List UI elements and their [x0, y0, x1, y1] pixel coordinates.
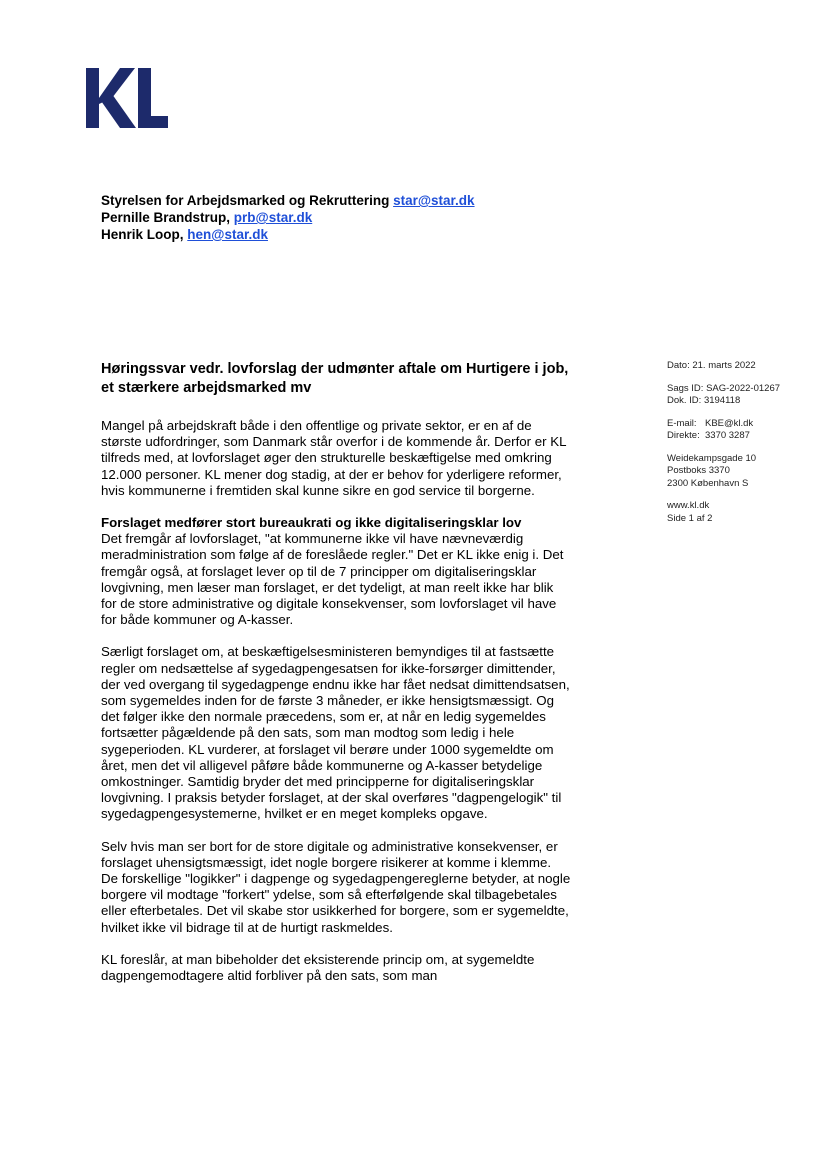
recipient-name: Styrelsen for Arbejdsmarked og Rekruttering — [101, 193, 390, 208]
body-paragraph: Det fremgår af lovforslaget, "at kommunerne ikke vil have nævneværdig meradministration som følge af de foreslåede regler." Det er KL ikke enig i. Det fremgår også, at forslaget lever op til de 7 principper om digitaliseringsklar lovgivning, men læser man forslaget, er det tydeligt, at man reelt ikke har blik for de store administrative og digitale konsekvenser, som lovforslaget vil have for både kommuner og A-kasser. — [101, 531, 564, 628]
recipient-email-link[interactable]: prb@star.dk — [233, 210, 313, 225]
body-paragraph: Selv hvis man ser bort for de store digitale og administrative konsekvenser, er forslaget uhensigtsmæssigt, idet nogle borgere risikerer at komme i klemme. De forskellige "logikker" i dagpenge og sygedagpengereglerne betyder, at nogle borgere vil modtage "forkert" ydelse, som så efterfølgende skal tilbagebetales eller efterbetales. Det vil skabe stor usikkerhed for borgere, som er sygemeldte, hvilket ikke vil bidrage til at de hurtigt raskmeldes. — [101, 838, 571, 935]
kl-logo — [86, 68, 168, 128]
meta-email-row — [667, 418, 817, 431]
recipient-line — [101, 192, 581, 209]
meta-web-group — [667, 500, 817, 525]
meta-web: www.kl.dk — [667, 500, 710, 511]
meta-case-id: Sags ID: SAG-2022-01267 — [667, 382, 781, 394]
meta-date-group — [667, 360, 817, 373]
meta-address-line: Postboks 3370 — [667, 465, 730, 476]
recipient-name: Henrik Loop, — [101, 227, 184, 242]
recipient-line — [101, 209, 581, 226]
meta-date: Dato: 21. marts 2022 — [667, 360, 756, 371]
meta-contact-group — [667, 418, 817, 443]
meta-direct-value: 3370 3287 — [705, 430, 750, 441]
document-meta — [667, 360, 817, 535]
meta-email-label: E-mail: — [667, 417, 697, 429]
document-heading: Høringssvar vedr. lovforslag der udmønter aftale om Hurtigere i job, et stærkere arbejdsmarked mv — [101, 361, 569, 396]
section-heading: Forslaget medfører stort bureaukrati og ikke digitaliseringsklar lov — [101, 515, 522, 531]
meta-address-line: 2300 København S — [667, 477, 749, 489]
meta-doc-id: Dok. ID: 3194118 — [667, 395, 741, 406]
recipient-email-link[interactable]: star@star.dk — [393, 193, 475, 208]
body-paragraph: Mangel på arbejdskraft både i den offentlige og private sektor, er en af de største udfordringer, som Danmark står overfor i de kommende år. Derfor er KL tilfreds med, at lovforslaget øger den strukturelle beskæftigelse med omkring 12.000 personer. KL mener dog stadig, at der er behov for yderligere reformer, hvis kommunerne i fremtiden skal kunne sikre en god service til borgerne. — [101, 418, 567, 498]
meta-direct-label: Direkte: — [667, 430, 700, 441]
meta-address-group — [667, 453, 817, 491]
body-paragraph: KL foreslår, at man bibeholder det eksisterende princip om, at sygemeldte dagpengemodtagere altid forbliver på den sats, som man — [101, 951, 535, 984]
meta-address-line: Weidekampsgade 10 — [667, 452, 757, 464]
meta-page-number: Side 1 af 2 — [667, 512, 713, 524]
meta-direct-row — [667, 430, 817, 443]
recipient-block — [101, 192, 581, 243]
recipient-name: Pernille Brandstrup, — [101, 210, 231, 225]
meta-ids-group — [667, 383, 817, 408]
document-body — [101, 418, 571, 1000]
recipient-email-link[interactable]: hen@star.dk — [187, 227, 268, 242]
meta-email-value: KBE@kl.dk — [705, 417, 754, 429]
recipient-line — [101, 226, 581, 243]
body-paragraph: Særligt forslaget om, at beskæftigelsesministeren bemyndiges til at fastsætte regler om nedsættelse af sygedagpengesatsen for ikke-forsørger dimittender, der ved overgang til sygedagpenge endnu ikke har fået nedsat dimittendsatsen, som sygemeldes inden for de første 3 måneder, er ikke hensigtsmæssigt. Og det følger ikke den normale præcedens, som er, at når en ledig sygemeldes fortsætter pågældende på den sats, som man modtog som ledig i hele sygeperioden. KL vurderer, at forslaget vil berøre under 1000 sygemeldte om året, men det vil alligevel påføre både kommunerne og A-kasser betydelige omkostninger. Samtidig bryder det med principperne for digitaliseringsklar lovgivning. I praksis betyder forslaget, at der skal overføres "dagpengelogik" til sygedagpengesystemerne, hvilket er en meget kompleks opgave. — [101, 644, 570, 822]
